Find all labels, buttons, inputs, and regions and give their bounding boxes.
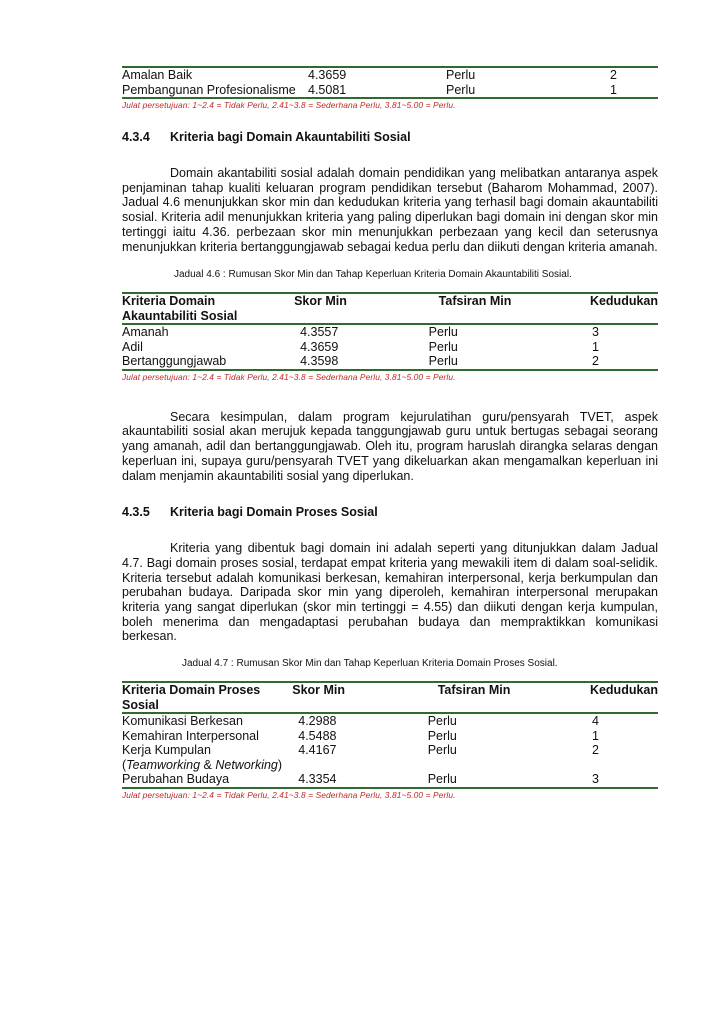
score-cell: 4.3354 xyxy=(290,772,415,788)
table-header-row xyxy=(122,293,658,324)
table-row xyxy=(122,83,658,99)
interpretation-cell: Perlu xyxy=(427,743,457,758)
column-header: Skor Min xyxy=(292,293,417,324)
table-caption: Jadual 4.6 : Rumusan Skor Min dan Tahap Keperluan Kriteria Domain Akauntabiliti Sosial. xyxy=(174,269,572,281)
rank-cell: 1 xyxy=(591,728,599,743)
domain-cell: Adil xyxy=(122,339,143,354)
table-4-6 xyxy=(122,292,658,371)
domain-cell: Kerja Kumpulan (Teamworking & Networking) xyxy=(122,743,283,772)
domain-ampersand: & xyxy=(200,757,216,772)
rank-cell: 1 xyxy=(591,339,599,354)
interpretation-cell: Perlu xyxy=(428,325,458,340)
interpretation-cell: Perlu xyxy=(428,339,458,354)
score-cell: 4.3659 xyxy=(300,339,339,354)
table-caption: Jadual 4.7 : Rumusan Skor Min dan Tahap Keperluan Kriteria Domain Proses Sosial. xyxy=(182,658,558,670)
column-header: Kedudukan xyxy=(576,293,658,324)
score-cell: 4.3659 xyxy=(308,68,347,82)
interpretation-cell: Perlu xyxy=(427,728,457,743)
table-4-7 xyxy=(122,681,658,789)
table-row xyxy=(122,729,658,744)
rank-cell: 2 xyxy=(576,354,658,370)
domain-cell: Komunikasi Berkesan xyxy=(122,714,243,729)
domain-cell: Amalan Baik xyxy=(122,68,193,82)
domain-cell: Bertanggungjawab xyxy=(122,354,292,370)
agreement-range-note: Julat persetujuan: 1~2.4 = Tidak Perlu, 2.41~3.8 = Sederhana Perlu, 3.81~5.00 = Perlu. xyxy=(122,371,456,382)
rank-cell: 1 xyxy=(594,83,658,99)
section-number: 4.3.4 xyxy=(122,130,150,144)
table-row xyxy=(122,354,658,370)
table-row xyxy=(122,713,658,729)
column-header: Kedudukan xyxy=(576,682,658,713)
domain-cell: Perubahan Budaya xyxy=(122,772,290,788)
score-cell: 4.3557 xyxy=(300,325,339,340)
domain-italic-term: Teamworking xyxy=(126,757,201,772)
body-paragraph: Kriteria yang dibentuk bagi domain ini adalah seperti yang ditunjukkan dalam Jadual 4.7. Bagi domain proses sosial, terdapat empat kriteria yang mewakili item di dalam soal-selidik. Kriteria tersebut adalah komunikasi berkesan, kemahiran interpersonal, kerja berkumpulan dan perubahan budaya. Daripada skor min yang diperoleh, kemahiran interpersonal merupakan kriteria yang sangat diperlukan (skor min tertinggi = 4.55) dan diikuti dengan kerja kumpulan, boleh menerima dan mengadaptasi perubahan budaya dan mempraktikkan komunikasi berkesan. xyxy=(122,541,658,644)
domain-cell: Pembangunan Profesionalisme xyxy=(122,83,300,99)
table-row xyxy=(122,324,658,340)
score-cell: 4.4167 xyxy=(298,743,337,758)
section-title: Kriteria bagi Domain Proses Sosial xyxy=(170,505,378,520)
interpretation-cell: Perlu xyxy=(427,714,457,729)
interpretation-cell: Perlu xyxy=(416,772,576,788)
document-page xyxy=(122,66,658,800)
body-paragraph: Secara kesimpulan, dalam program kejurulatihan guru/pensyarah TVET, aspek akauntabiliti sosial akan merujuk kepada tanggungjawab guru untuk bertugas sebagai seorang yang amanah, adil dan bertanggungjawab. Oleh itu, program haruslah dirangka selaras dengan keperluan ini, supaya guru/pensyarah TVET yang dikeluarkan akan mengamalkan keperluan ini dalam menjamin akauntabiliti sosial yang diperlukan. xyxy=(122,409,658,483)
rank-cell: 3 xyxy=(591,325,599,340)
table-row xyxy=(122,67,658,83)
column-header: Skor Min xyxy=(290,682,415,713)
column-header: Kriteria Domain Proses Sosial xyxy=(122,682,290,713)
domain-cell: Kemahiran Interpersonal xyxy=(122,728,259,743)
column-header: Tafsiran Min xyxy=(416,682,576,713)
rank-cell: 4 xyxy=(591,714,599,729)
column-header: Tafsiran Min xyxy=(417,293,576,324)
domain-italic-term: Networking xyxy=(215,757,278,772)
interpretation-cell: Perlu xyxy=(417,354,576,370)
rank-cell: 2 xyxy=(591,743,599,758)
score-cell: 4.5081 xyxy=(300,83,434,99)
section-heading xyxy=(122,130,658,144)
interpretation-cell: Perlu xyxy=(434,83,594,99)
score-cell: 4.2988 xyxy=(298,714,337,729)
agreement-range-note: Julat persetujuan: 1~2.4 = Tidak Perlu, 2.41~3.8 = Sederhana Perlu, 3.81~5.00 = Perlu. xyxy=(122,100,456,110)
body-paragraph: Domain akantabiliti sosial adalah domain pendidikan yang melibatkan antaranya aspek penjaminan tahap kualiti keluaran program pendidikan tersebut (Baharom Mohammad, 2007). Jadual 4.6 menunjukkan skor min dan kedudukan kriteria yang terhasil bagi domain akauntabiliti sosial. Kriteria adil menunjukkan kriteria yang paling diperlukan bagi domain ini dengan skor min tertinggi iaitu 4.36. perbezaan skor min menunjukkan perbezaan yang kecil dan seterusnya menunjukkan kriteria bertanggungjawab sebagai kedua perlu dan diikuti dengan kriteria amanah. xyxy=(122,166,658,254)
score-cell: 4.3598 xyxy=(292,354,417,370)
table-row xyxy=(122,340,658,355)
interpretation-cell: Perlu xyxy=(446,68,476,82)
agreement-range-note: Julat persetujuan: 1~2.4 = Tidak Perlu, 2.41~3.8 = Sederhana Perlu, 3.81~5.00 = Perlu. xyxy=(122,789,456,800)
section-heading xyxy=(122,505,658,519)
rank-cell: 3 xyxy=(576,772,658,788)
rank-cell: 2 xyxy=(610,68,617,82)
table-top-continuation xyxy=(122,66,658,99)
domain-cell: Amanah xyxy=(122,325,169,340)
column-header: Kriteria Domain Akauntabiliti Sosial xyxy=(122,293,292,324)
score-cell: 4.5488 xyxy=(298,728,337,743)
table-row xyxy=(122,772,658,788)
section-number: 4.3.5 xyxy=(122,505,150,520)
section-title: Kriteria bagi Domain Akauntabiliti Sosial xyxy=(170,130,411,144)
table-header-row xyxy=(122,682,658,713)
domain-text: Kerja Kumpulan xyxy=(122,743,211,758)
table-row xyxy=(122,743,658,772)
